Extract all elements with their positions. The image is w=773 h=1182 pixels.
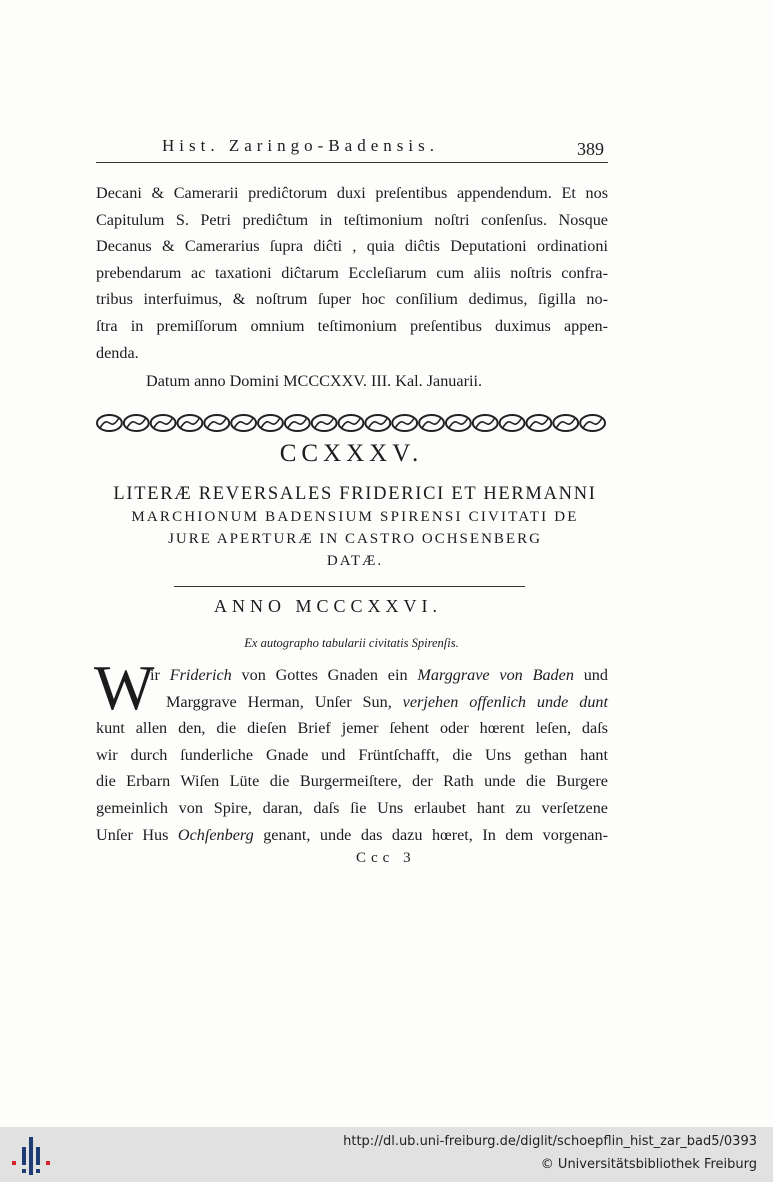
text-line: Decanus & Camerarius ſupra diĉti , quia diĉtis Deputationi ordinationi: [96, 237, 608, 256]
charter-title-line: JURE APERTURÆ IN CASTRO OCHSENBERG: [168, 531, 542, 547]
text-line: ſtra in premiſſorum omnium teſtimonium preſentibus duximus appen-: [96, 316, 608, 335]
rope-twist: [529, 418, 548, 428]
rope-twist: [449, 418, 468, 428]
text-line: prebendarum ac taxationi diĉtarum Eccleſiarum cum aliis noſtris confra-: [96, 263, 608, 282]
rope-twist: [207, 418, 226, 428]
charter-title-line: LITERÆ REVERSALES FRIDERICI ET HERMANNI: [113, 484, 597, 504]
copyright-notice: © Universitätsbibliothek Freiburg: [540, 1157, 757, 1172]
rope-twist: [315, 418, 334, 428]
charter-title-line: MARCHIONUM BADENSIUM SPIRENSI CIVITATI DE: [131, 509, 579, 525]
text-line: [96, 662, 608, 689]
rope-twist: [503, 418, 522, 428]
text-segment: wir durch ſunderliche Gnade und Früntſchafft, die Uns gethan hant: [96, 745, 608, 764]
text-segment: ir: [150, 666, 170, 684]
text-line: [96, 795, 608, 822]
text-segment: von Gottes Gnaden ein: [231, 666, 418, 684]
rope-twist: [288, 418, 307, 428]
charter-body-text: [96, 662, 608, 848]
dating-line: Datum anno Domini MCCCXXV. III. Kal. Januarii.: [146, 372, 483, 390]
charter-title: [90, 482, 620, 572]
text-line: tribus interfuimus, & noſtrum ſuper hoc conſilium dedimus, ſigilla no-: [96, 290, 608, 309]
running-head: Hist. Zaringo-Badensis.: [162, 136, 439, 155]
rope-twist: [395, 418, 414, 428]
rope-twist: [583, 418, 602, 428]
italic-name: ,: [299, 692, 315, 711]
previous-charter-text: [96, 180, 608, 366]
rope-twist: [127, 418, 146, 428]
rope-twist: [181, 418, 200, 428]
text-line: Decani & Camerarii prediĉtorum duxi preſentibus appendendum. Et nos: [96, 184, 608, 202]
rope-twist: [154, 418, 173, 428]
italic-name: Friderich: [169, 666, 232, 684]
text-segment: kunt allen den, die dieſen Brief jemer ſehent oder hœrent leſen, daſs: [96, 719, 608, 738]
text-line: denda.: [96, 343, 139, 362]
year-rule: [174, 586, 525, 587]
italic-name: , verjehen offenlich unde dunt: [387, 692, 609, 711]
italic-name: Ochſenberg: [177, 825, 254, 844]
ub-freiburg-logo-icon[interactable]: [9, 1137, 53, 1175]
rope-twist: [422, 418, 441, 428]
text-line: [96, 689, 608, 716]
text-segment: Marggrave Herman: [166, 692, 300, 711]
rope-twist: [234, 418, 253, 428]
text-segment: gemeinlich von Spire, daran, daſs ſie Uns erlaubet hant zu verſetzene: [96, 798, 608, 817]
catchword: Ccc 3: [356, 850, 416, 866]
rope-twist: [368, 418, 387, 428]
text-line: Capitulum S. Petri prediĉtum in teſtimonium noſtri conſenſus. Nosque: [96, 210, 608, 229]
document-url-link[interactable]: http://dl.ub.uni-freiburg.de/diglit/schoepflin_hist_zar_bad5/0393: [343, 1134, 757, 1149]
text-segment: Unſer Sun: [314, 692, 388, 711]
rope-twist: [556, 418, 575, 428]
rope-twist: [100, 418, 119, 428]
text-line: [96, 715, 608, 742]
text-segment: genant, unde das dazu hœret, In dem vorgenan-: [253, 825, 608, 844]
charter-number: CCXXXV.: [279, 440, 424, 467]
page-number: 389: [577, 139, 604, 159]
viewer-footer: [0, 1127, 773, 1182]
charter-title-line: DATÆ.: [326, 553, 384, 569]
text-segment: und: [573, 666, 608, 684]
charter-source: Ex autographo tabularii civitatis Spirenſis.: [244, 636, 459, 650]
text-line: [96, 822, 608, 849]
text-line: [96, 742, 608, 769]
rope-twist: [261, 418, 280, 428]
rope-ornament-divider: [96, 410, 606, 436]
rope-twist: [476, 418, 495, 428]
rope-twist: [342, 418, 361, 428]
text-segment: Unſer Hus: [96, 825, 178, 844]
charter-year: ANNO MCCCXXVI.: [214, 596, 443, 616]
italic-name: Marggrave von Baden: [417, 666, 574, 684]
text-line: [96, 768, 608, 795]
header-rule: [96, 162, 608, 163]
drop-cap: W: [94, 652, 155, 723]
text-segment: die Erbarn Wiſen Lüte die Burgermeiſtere, der Rath unde die Burgere: [96, 772, 608, 791]
